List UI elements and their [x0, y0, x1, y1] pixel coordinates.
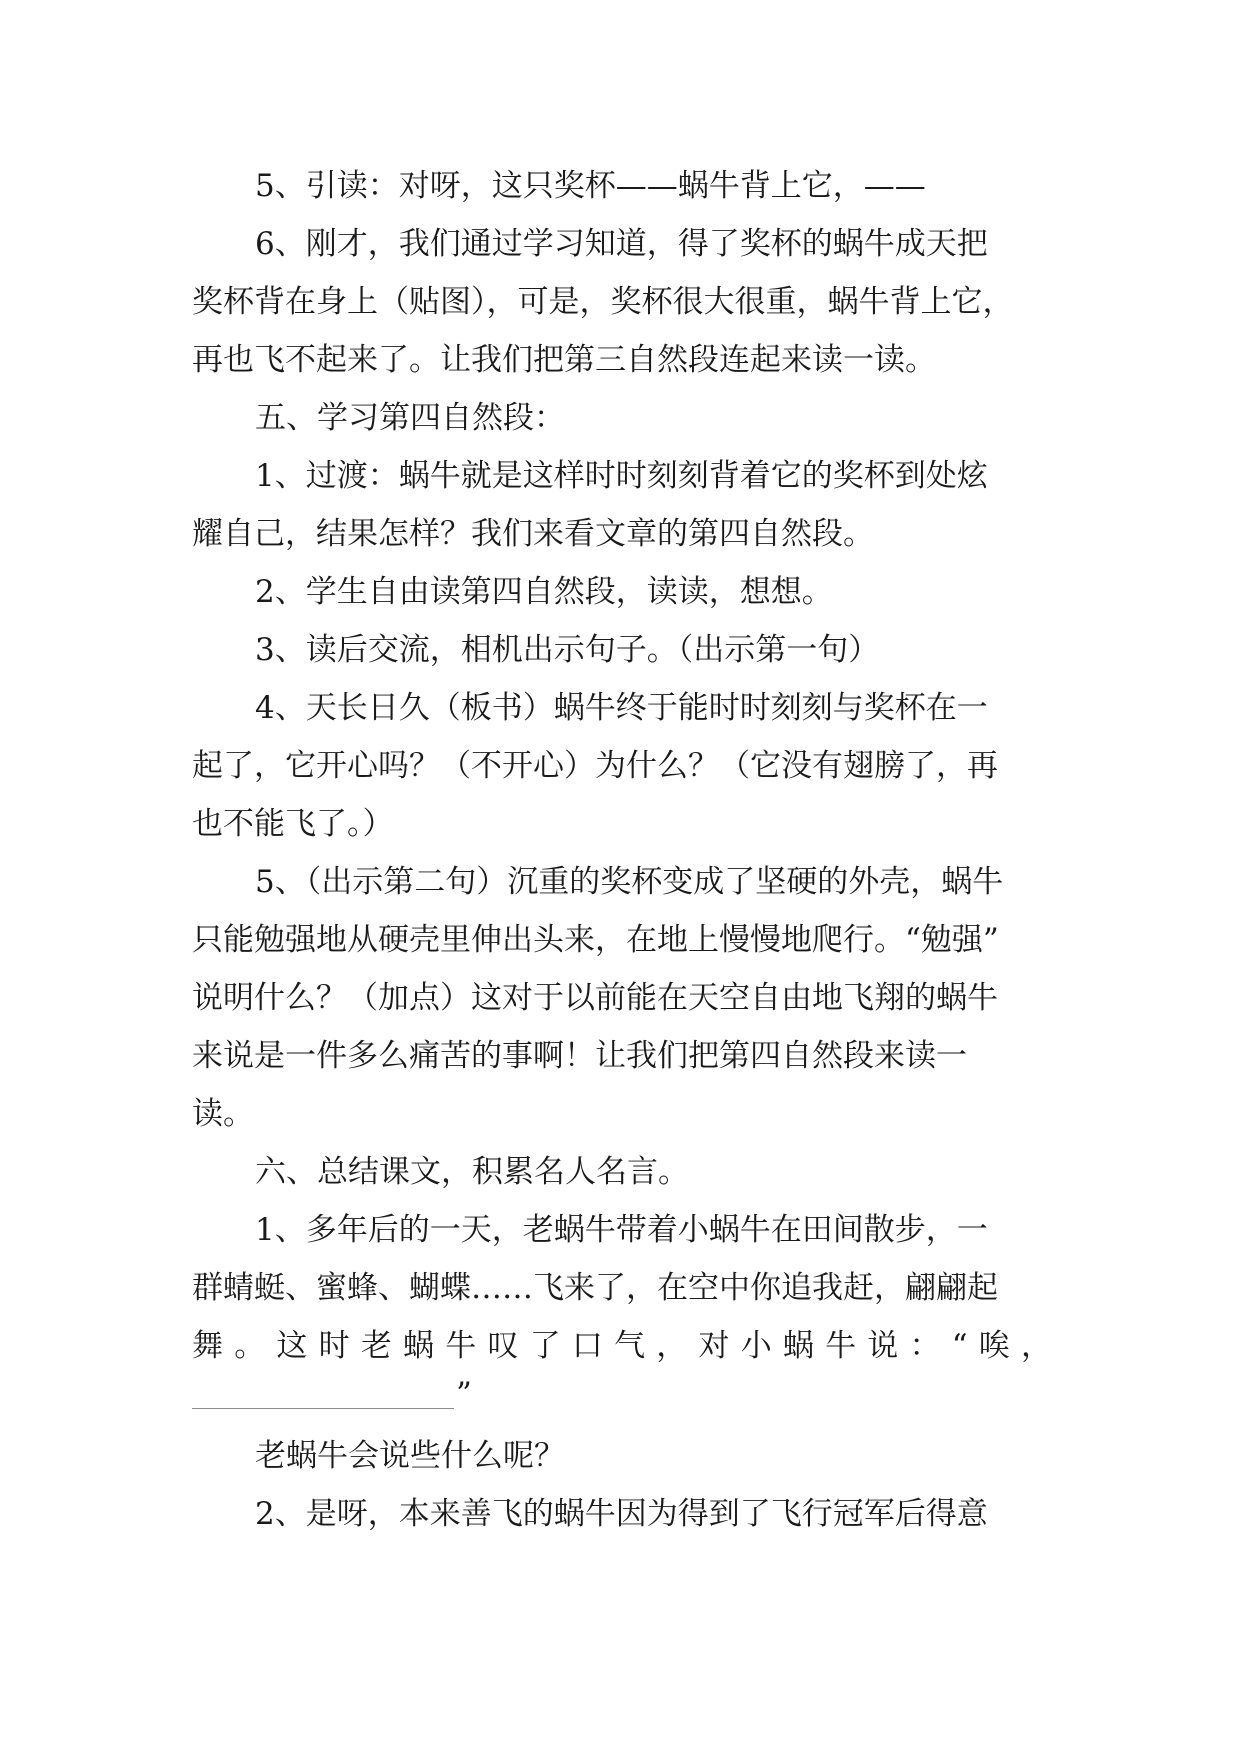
- paragraph-line: 2、学生自由读第四自然段，读读，想想。: [255, 574, 833, 610]
- section-heading: 五、学习第四自然段：: [255, 400, 565, 436]
- paragraph-line: 来说是一件多么痛苦的事啊！让我们把第四自然段来读一: [192, 1038, 967, 1074]
- paragraph-line: 只能勉强地从硬壳里伸出头来，在地上慢慢地爬行。“勉强”: [192, 922, 999, 958]
- paragraph-line: 起了，它开心吗？（不开心）为什么？（它没有翅膀了，再: [192, 748, 998, 784]
- paragraph-line: 说明什么？（加点）这对于以前能在天空自由地飞翔的蜗牛: [192, 980, 998, 1016]
- paragraph-line: 老蜗牛会说些什么呢？: [255, 1438, 565, 1474]
- paragraph-line: 读。: [192, 1096, 254, 1132]
- paragraph-line: 3、读后交流，相机出示句子。（出示第一句）: [255, 632, 880, 668]
- paragraph-line: 4、天长日久（板书）蜗牛终于能时时刻刻与奖杯在一: [255, 690, 988, 726]
- paragraph-line: 1、过渡：蜗牛就是这样时时刻刻背着它的奖杯到处炫: [255, 458, 988, 494]
- paragraph-line: 5、引读：对呀，这只奖杯——蜗牛背上它，——: [255, 168, 926, 204]
- blank-underline: [192, 1408, 454, 1409]
- closing-quote: ”: [456, 1376, 472, 1412]
- fill-in-blank: [192, 1374, 492, 1434]
- paragraph-line: 也不能飞了。）: [192, 806, 394, 842]
- paragraph-line: 群蜻蜓、蜜蜂、蝴蝶……飞来了，在空中你追我赶，翩翩起: [192, 1270, 998, 1306]
- paragraph-line: 2、是呀，本来善飞的蜗牛因为得到了飞行冠军后得意: [255, 1496, 988, 1532]
- paragraph-line: 5、（出示第二句）沉重的奖杯变成了坚硬的外壳，蜗牛: [255, 864, 1004, 900]
- paragraph-line: 再也飞不起来了。让我们把第三自然段连起来读一读。: [192, 342, 936, 378]
- section-heading: 六、总结课文，积累名人名言。: [255, 1154, 689, 1190]
- paragraph-line: 耀自己，结果怎样？我们来看文章的第四自然段。: [192, 516, 874, 552]
- paragraph-line: 6、刚才，我们通过学习知道，得了奖杯的蜗牛成天把: [255, 226, 988, 262]
- paragraph-line: 1、多年后的一天，老蜗牛带着小蜗牛在田间散步，一: [255, 1212, 988, 1248]
- paragraph-line: 舞。这时老蜗牛叹了口气，对小蜗牛说：“唉，: [192, 1328, 1052, 1364]
- paragraph-line: 奖杯背在身上（贴图），可是，奖杯很大很重，蜗牛背上它，: [192, 284, 1014, 320]
